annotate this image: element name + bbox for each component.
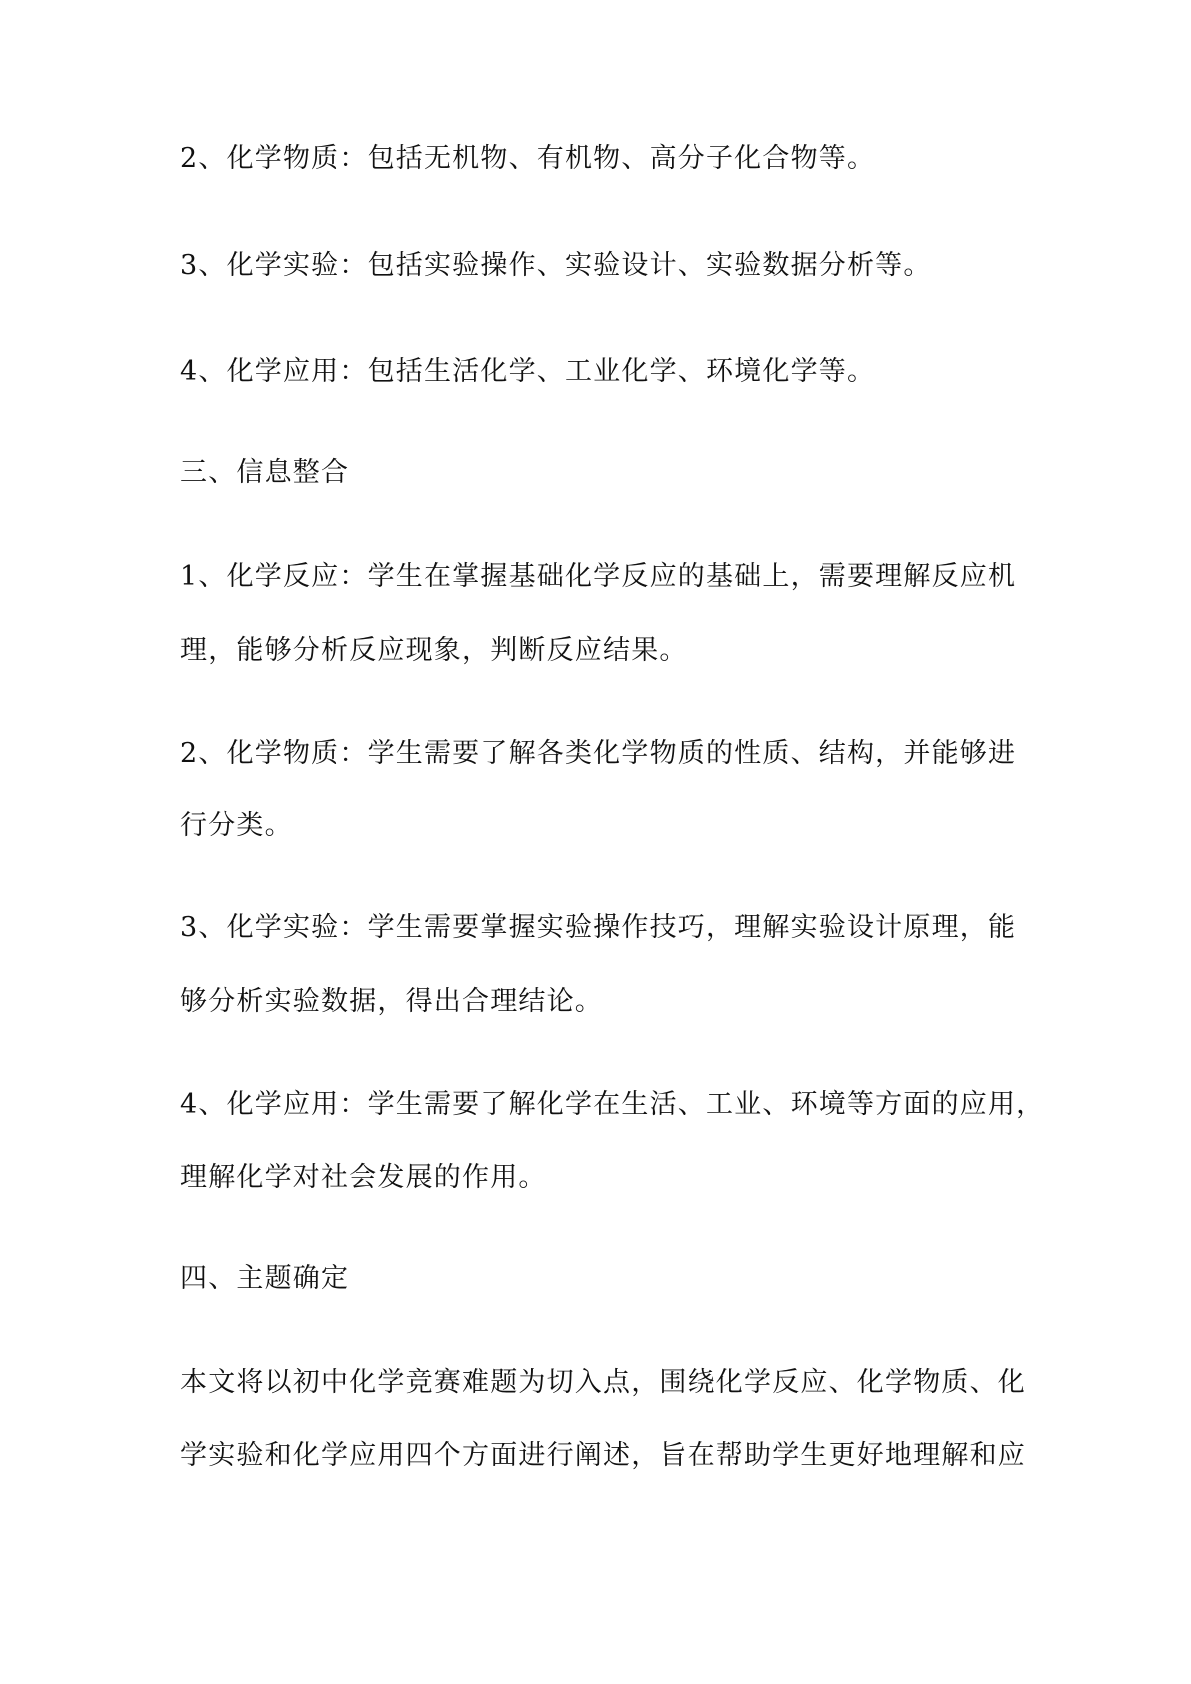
list-item-chemical-substances: 2、化学物质：包括无机物、有机物、高分子化合物等。 [180, 143, 876, 174]
paragraph-chemical-reactions-line-2: 理，能够分析反应现象，判断反应结果。 [180, 635, 688, 666]
list-item-chemical-experiments: 3、化学实验：包括实验操作、实验设计、实验数据分析等。 [180, 250, 932, 281]
paragraph-chemical-applications-line-1: 4、化学应用：学生需要了解化学在生活、工业、环境等方面的应用， [180, 1089, 1045, 1120]
paragraph-chemical-substances-line-1: 2、化学物质：学生需要了解各类化学物质的性质、结构，并能够进 [180, 738, 1017, 769]
list-item-chemical-applications: 4、化学应用：包括生活化学、工业化学、环境化学等。 [180, 356, 876, 387]
paragraph-chemical-applications-line-2: 理解化学对社会发展的作用。 [180, 1162, 547, 1193]
paragraph-topic-line-2: 学实验和化学应用四个方面进行阐述，旨在帮助学生更好地理解和应 [180, 1440, 1026, 1471]
paragraph-chemical-experiments-line-1: 3、化学实验：学生需要掌握实验操作技巧，理解实验设计原理，能 [180, 912, 1017, 943]
section-heading-information-integration: 三、信息整合 [180, 457, 350, 488]
paragraph-chemical-substances-line-2: 行分类。 [180, 810, 293, 841]
paragraph-chemical-experiments-line-2: 够分析实验数据，得出合理结论。 [180, 986, 603, 1017]
paragraph-chemical-reactions-line-1: 1、化学反应：学生在掌握基础化学反应的基础上，需要理解反应机 [180, 561, 1017, 592]
paragraph-topic-line-1: 本文将以初中化学竞赛难题为切入点，围绕化学反应、化学物质、化 [180, 1367, 1026, 1398]
section-heading-topic-determination: 四、主题确定 [180, 1263, 350, 1294]
